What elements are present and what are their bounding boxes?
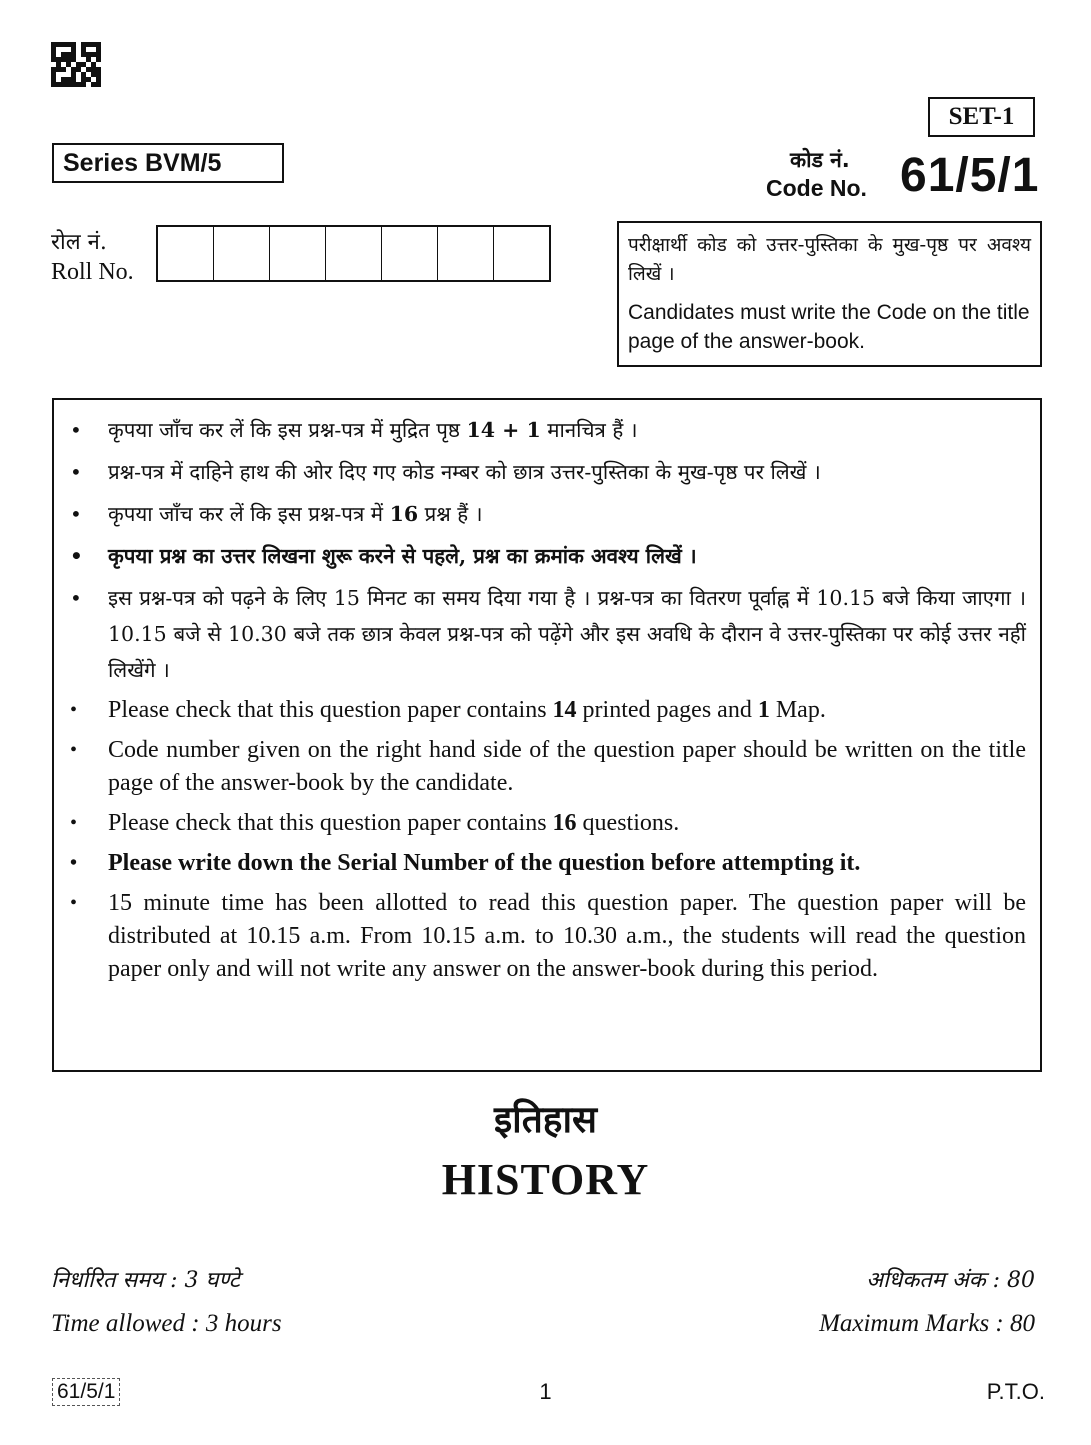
max-marks-english: Maximum Marks : 80 <box>819 1310 1035 1337</box>
candidate-note-english: Candidates must write the Code on the title page of the answer-book. <box>628 301 1030 353</box>
instruction-english: • Please check that this question paper contains 16 questions. <box>68 807 1026 840</box>
roll-digit-box[interactable] <box>438 227 494 280</box>
roll-digit-box[interactable] <box>158 227 214 280</box>
instruction-hindi: • इस प्रश्न-पत्र को पढ़ने के लिए 15 मिनट का समय दिया गया है । प्रश्न-पत्र का वितरण पूर्वाह्न में 10.15 बजे किया जाएगा । 10.15 बजे से 10.30 बजे तक छात्र केवल प्रश्न-पत्र को पढ़ेंगे और इस अवधि के दौरान वे उत्तर-पुस्तिका पर कोई उत्तर नहीं लिखेंगे । <box>68 580 1026 688</box>
code-label-hindi: कोड नं. <box>790 148 850 172</box>
instruction-hindi: • कृपया प्रश्न का उत्तर लिखना शुरू करने से पहले, प्रश्न का क्रमांक अवश्य लिखें । <box>68 538 1026 574</box>
candidate-note-box <box>617 221 1042 367</box>
time-allowed-hindi: निर्धारित समय : 3 घण्टे <box>51 1268 240 1293</box>
roll-digit-box[interactable] <box>382 227 438 280</box>
instruction-english: • 15 minute time has been allotted to read this question paper. The question paper will be distributed at 10.15 a.m. From 10.15 a.m. to 10.30 a.m., the students will read the question paper only and will not write any answer on the answer-book during this period. <box>68 887 1026 986</box>
max-marks-hindi: अधिकतम अंक : 80 <box>866 1268 1035 1293</box>
instruction-hindi: • कृपया जाँच कर लें कि इस प्रश्न-पत्र में मुद्रित पृष्ठ 14 + 1 मानचित्र हैं । <box>68 412 1026 448</box>
instructions-box <box>52 398 1042 1072</box>
code-number: 61/5/1 <box>900 149 1040 202</box>
roll-label-english: Roll No. <box>51 259 134 285</box>
code-label-english: Code No. <box>766 175 867 201</box>
instruction-hindi: • कृपया जाँच कर लें कि इस प्रश्न-पत्र में 16 प्रश्न हैं । <box>68 496 1026 532</box>
pto-label: P.T.O. <box>986 1379 1045 1404</box>
instruction-english: • Please write down the Serial Number of the question before attempting it. <box>68 847 1026 880</box>
subject-title-hindi: इतिहास <box>493 1098 598 1141</box>
qr-code-icon <box>51 42 101 88</box>
roll-digit-box[interactable] <box>326 227 382 280</box>
instruction-hindi: • प्रश्न-पत्र में दाहिने हाथ की ओर दिए गए कोड नम्बर को छात्र उत्तर-पुस्तिका के मुख-पृष्ठ पर लिखें । <box>68 454 1026 490</box>
roll-number-boxes <box>156 225 551 282</box>
candidate-note-hindi: परीक्षार्थी कोड को उत्तर-पुस्तिका के मुख-पृष्ठ पर अवश्य लिखें । <box>628 234 1031 285</box>
subject-title-english: HISTORY <box>441 1155 650 1204</box>
series-label: Series BVM/5 <box>52 143 284 183</box>
page-number: 1 <box>539 1379 552 1404</box>
set-badge: SET-1 <box>928 97 1035 137</box>
footer-code: 61/5/1 <box>52 1378 120 1406</box>
roll-digit-box[interactable] <box>270 227 326 280</box>
roll-digit-box[interactable] <box>214 227 270 280</box>
instruction-english: • Code number given on the right hand side of the question paper should be written on the title page of the answer-book by the candidate. <box>68 734 1026 800</box>
time-allowed-english: Time allowed : 3 hours <box>51 1310 282 1337</box>
roll-digit-box[interactable] <box>494 227 549 280</box>
instruction-english: • Please check that this question paper contains 14 printed pages and 1 Map. <box>68 694 1026 727</box>
roll-label-hindi: रोल नं. <box>51 230 107 255</box>
